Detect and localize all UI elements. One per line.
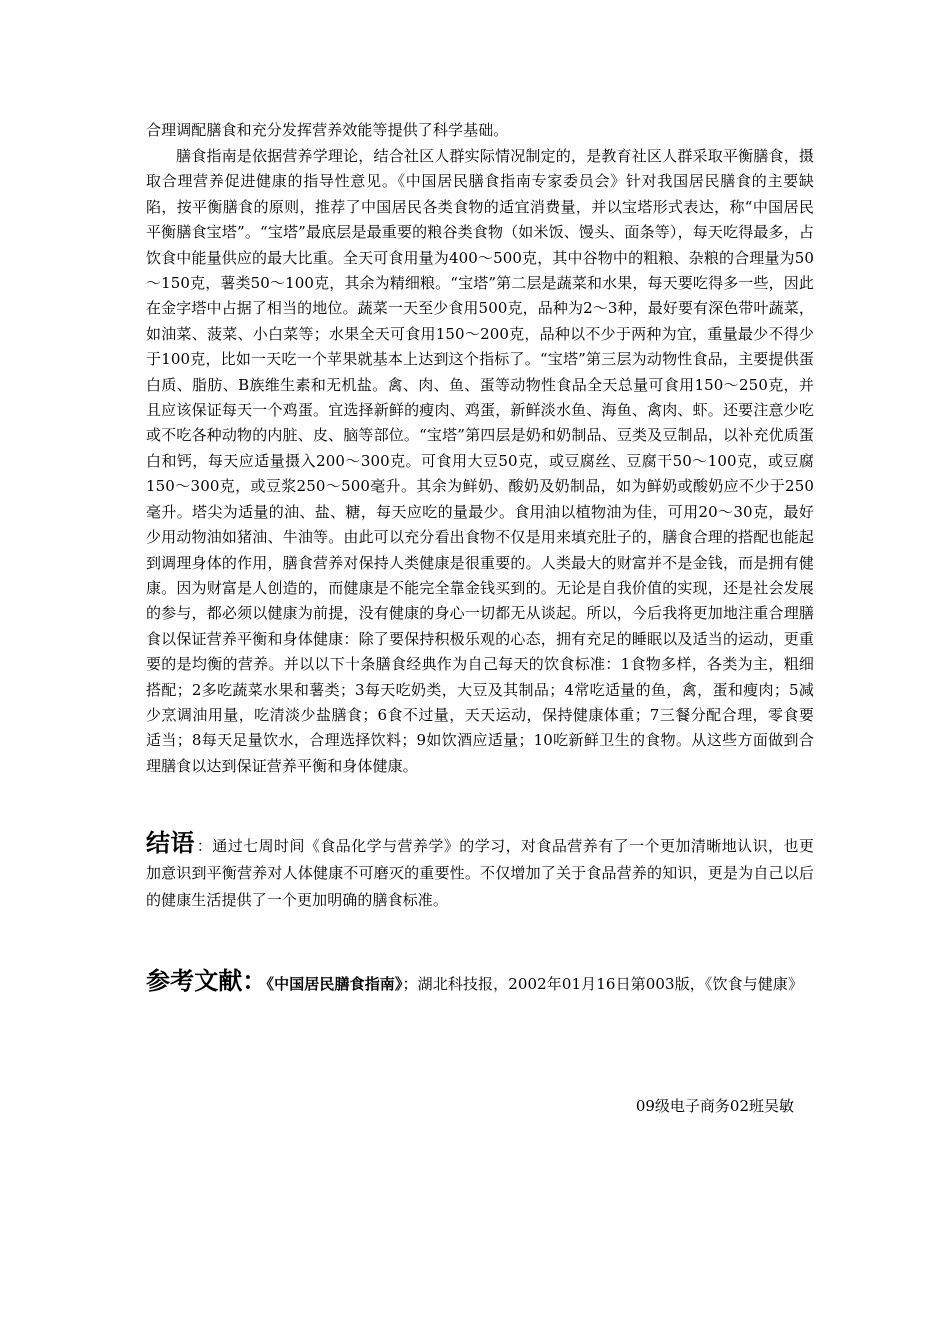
references-section — [146, 952, 814, 1013]
conclusion-heading: 结语 — [146, 829, 195, 857]
opening-line: 合理调配膳食和充分发挥营养效能等提供了科学基础。 — [146, 121, 509, 139]
reference-text: ；湖北科技报，2002年01月16日第003版，《饮食与健康》 — [402, 975, 804, 993]
main-paragraph: 膳食指南是依据营养学理论，结合社区人群实际情况制定的，是教育社区人群采取平衡膳食，摄取合理营养促进健康的指导性意见。《中国居民膳食指南专家委员会》针对我国居民膳食的主要缺陷，按平衡膳食的原则，推荐了中国居民各类食物的适宜消费量，并以宝塔形式表达，称“中国居民平衡膳食宝塔”。“宝塔”最底层是最重要的粮谷类食物（如米饭、馒头、面条等），每天吃得最多，占饮食中能量供应的最大比重。全天可食用量为400～500克，其中谷物中的粗粮、杂粮的合理量为50～150克，薯类50～100克，其余为精细粮。“宝塔”第二层是蔬菜和水果，每天要吃得多一些，因此在金字塔中占据了相当的地位。蔬菜一天至少食用500克，品种为2～3种，最好要有深色带叶蔬菜，如油菜、菠菜、小白菜等；水果全天可食用150～200克，品种以不少于两种为宜，重量最少不得少于100克，比如一天吃一个苹果就基本上达到这个指标了。“宝塔”第三层为动物性食品，主要提供蛋白质、脂肪、B族维生素和无机盐。禽、肉、鱼、蛋等动物性食品全天总量可食用150～250克，并且应该保证每天一个鸡蛋。宜选择新鲜的瘦肉、鸡蛋，新鲜淡水鱼、海鱼、禽肉、虾。还要注意少吃或不吃各种动物的内脏、皮、脑等部位。“宝塔”第四层是奶和奶制品、豆类及豆制品，以补充优质蛋白和钙，每天应适量摄入200～300克。可食用大豆50克，或豆腐丝、豆腐干50～100克，或豆腐150～300克，或豆浆250～500毫升。其余为鲜奶、酸奶及奶制品，如为鲜奶或酸奶应不少于250毫升。塔尖为适量的油、盐、糖，每天应吃的量最少。食用油以植物油为佳，可用20～30克，最好少用动物油如猪油、牛油等。由此可以充分看出食物不仅是用来填充肚子的，膳食合理的搭配也能起到调理身体的作用，膳食营养对保持人类健康是很重要的。人类最大的财富并不是金钱，而是拥有健康。因为财富是人创造的，而健康是不能完全靠金钱买到的。无论是自我价值的实现，还是社会发展的参与，都必须以健康为前提，没有健康的身心一切都无从谈起。所以，今后我将更加地注重合理膳食以保证营养平衡和身体健康：除了要保持积极乐观的心态，拥有充足的睡眠以及适当的运动，更重要的是均衡的营养。并以以下十条膳食经典作为自己每天的饮食标准：1食物多样，各类为主，粗细搭配；2多吃蔬菜水果和薯类；3每天吃奶类，大豆及其制品；4常吃适量的鱼，禽，蛋和瘦肉；5减少烹调油用量，吃清淡少盐膳食；6食不过量，天天运动，保持健康体重；7三餐分配合理，零食要适当；8每天足量饮水，合理选择饮料；9如饮酒应适量；10吃新鲜卫生的食物。从这些方面做到合理膳食以达到保证营养平衡和身体健康。 — [146, 147, 814, 775]
reference-title: 《中国居民膳食指南》 — [266, 975, 403, 993]
author-signature: 09级电子商务02班吴敏 — [635, 1097, 794, 1115]
references-heading: 参考文献： — [146, 967, 267, 995]
conclusion-section — [146, 830, 814, 914]
conclusion-text: ：通过七周时间《食品化学与营养学》的学习，对食品营养有了一个更加清晰地认识，也更加意识到平衡营养对人体健康不可磨灭的重要性。不仅增加了关于食品营养的知识，更是为自己以后的健康生活提供了一个更加明确的膳食标准。 — [146, 837, 814, 909]
